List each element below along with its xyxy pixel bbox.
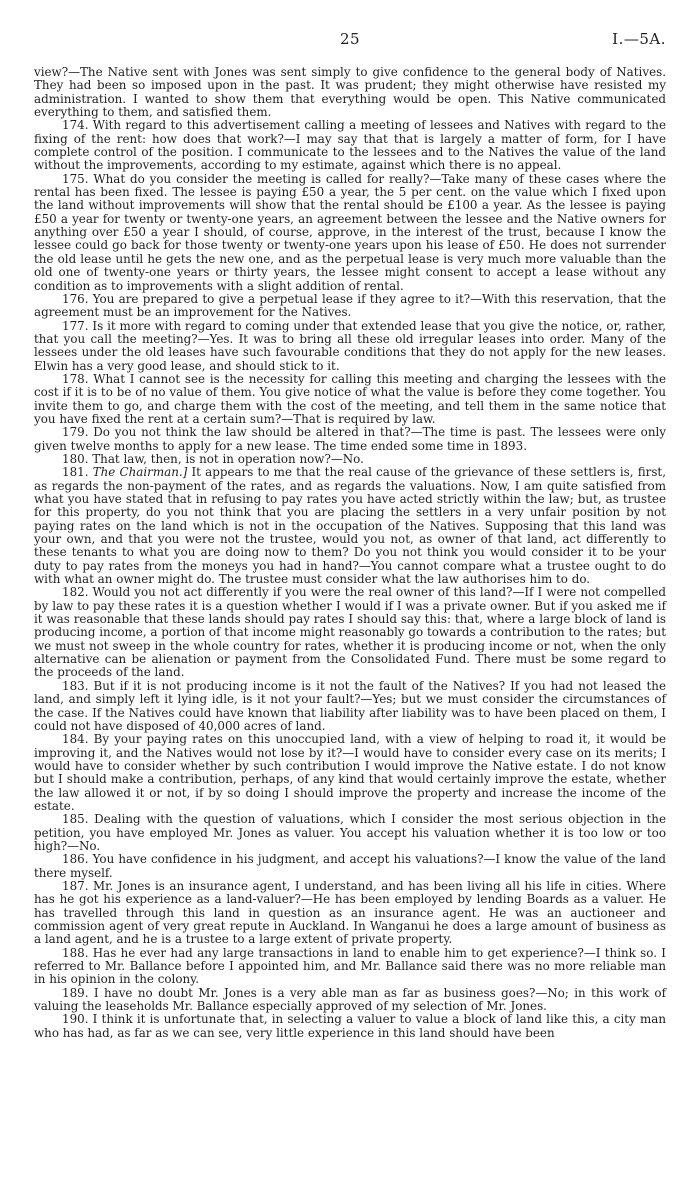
paragraph: view?—The Native sent with Jones was sent simply to give confidence to the general body of Natives. They had been so imposed upon in the past. It was prudent; they might otherwise have resisted my administration. I wanted to show them that everything would be open. This Native communicated everything to them, and satisfied them. [34,65,666,120]
paragraph: 187. Mr. Jones is an insurance agent, I understand, and has been living all his life in cities. Where has he got his experience as a land-valuer?—He has been employed by lending Boards as a valuer. He has travelled through this land in question as an insurance agent. He was an auctioneer and commission agent of very great repute in Auckland. In Wanganui he does a large amount of business as a land agent, and he is a trustee to a large extent of private property. [34,878,666,947]
body-text [34,66,666,1040]
paragraph: 186. You have confidence in his judgment, and accept his valuations?—I know the value of the land there myself. [34,852,666,880]
paragraph: 178. What I cannot see is the necessity for calling this meeting and charging the lessees with the cost if it is to be of no value of them. You give notice of what the value is before they come together. You invite them to go, and charge them with the cost of the meeting, and tell them in the same notice that you have fixed the rent at a certain sum?—That is required by law. [34,371,666,426]
paragraph: 183. But if it is not producing income is it not the fault of the Natives? If you had not leased the land, and simply left it lying idle, is it not your fault?—Yes; but we must consider the circumstances of the case. If the Natives could have known that liability after liability was to have been placed on them, I could not have disposed of 40,000 acres of land. [34,678,666,733]
paragraph-body: It appears to me that the real cause of the grievance of these settlers is, first, as regards the non-payment of the rates, and as regards the valuations. Now, I am quite satisfied from what you have stated that in refusing to pay rates you have acted strictly within the law; but, as trustee for this property, do you not think that you are placing the settlers in a very unfair position by not paying rates on the land which is not in the occupation of the Natives. Supposing that this land was your own, and that you were not the trustee, would you not, as owner of that land, act differently to these tenants to what you are doing now to them? Do you not think you would consider it to be your duty to pay rates from the moneys you had in hand?—You cannot compare what a trustee ought to do with what an owner might do. The trustee must consider what the law authorises him to do. [34,465,666,587]
paragraph: 179. Do you not think the law should be altered in that?—The time is past. The lessees were only given twelve months to apply for a new lease. The time ended some time in 1893. [34,425,666,453]
paragraph [34,466,666,586]
paragraph: 188. Has he ever had any large transactions in land to enable him to get experience?—I think so. I referred to Mr. Ballance before I appointed him, and Mr. Ballance said there was no more reliable man in his opinion in the colony. [34,945,666,987]
paragraph: 185. Dealing with the question of valuations, which I consider the most serious objection in the petition, you have employed Mr. Jones as valuer. You accept his valuation whether it is too low or too high?—No. [34,812,666,853]
paragraph: 174. With regard to this advertisement calling a meeting of lessees and Natives with regard to the fixing of the rent: how does that work?—I may say that that is largely a matter of form, for I have complete control of the position. I communicate to the lessees and to the Natives the value of the land without the improvements, according to my estimate, against which there is no appeal. [34,118,666,173]
page-number: 25 [339,30,361,48]
paragraph: 176. You are prepared to give a perpetual lease if they agree to it?—With this reservation, that the agreement must be an improvement for the Natives. [34,291,666,320]
paragraph-number: 181. [62,465,89,480]
paragraph: 180. That law, then, is not in operation now?—No. [62,451,364,466]
paragraph: 175. What do you consider the meeting is called for really?—Take many of these cases where the rental has been fixed. The lessee is paying £50 a year, the 5 per cent. on the value which I fixed upon the land without improvements will show that the rental should be £100 a year. As the lessee is paying £50 a year for twenty or twenty-one years, an agreement between the lessee and the Native owners for anything over £50 a year I should, of course, approve, in the interest of the trust, because I know the lessee could go back for those twenty or twenty-one years upon his lease of £50. He does not surrender the old lease until he gets the new one, and as the perpetual lease is very much more valuable than the old one of twenty-one years or thirty years, the lessee might consent to accept a lease without any condition as to improvements with a slight addition of rental. [34,171,666,293]
paragraph: 177. Is it more with regard to coming under that extended lease that you give the notice, or, rather, that you call the meeting?—Yes. It was to bring all these old irregular leases into order. Many of the lessees under the old leases have such favourable conditions that they do not apply for the new leases. Elwin has a very good lease, and should stick to it. [34,318,666,373]
paragraph: 184. By your paying rates on this unoccupied land, with a view of helping to road it, it would be improving it, and the Natives would not lose by it?—I would have to consider every case on its merits; I would have to consider whether by such contribution I would improve the Native estate. I do not know but I should make a contribution, perhaps, of any kind that would certainly improve the estate, whether the law allowed it or not, if by so doing I should improve the property and increase the income of the estate. [34,732,666,813]
paragraph: 189. I have no doubt Mr. Jones is a very able man as far as business goes?—No; in this work of valuing the leaseholds Mr. Ballance especially approved of my selection of Mr. Jones. [34,985,666,1014]
speaker-label: The Chairman.] [92,465,188,480]
paragraph: 182. Would you not act differently if you were the real owner of this land?—If I were not compelled by law to pay these rates it is a question whether I would if I was a private owner. But if you asked me if it was reasonable that these lands should pay rates I should say this: that, where a large block of land is producing income, a portion of that income might reasonably go towards a contribution to the rates; but we must not sweep in the whole country for rates, whether it is producing income or not, when the only alternative can be alienation or payment from the Consolidated Fund. There must be some regard to the proceeds of the land. [34,585,666,680]
document-reference: I.—5A. [612,30,666,48]
paragraph: 190. I think it is unfortunate that, in selecting a valuer to value a block of land like this, a city man who has had, as far as we can see, very little experience in this land should have been [34,1012,666,1040]
page-header [34,30,666,50]
